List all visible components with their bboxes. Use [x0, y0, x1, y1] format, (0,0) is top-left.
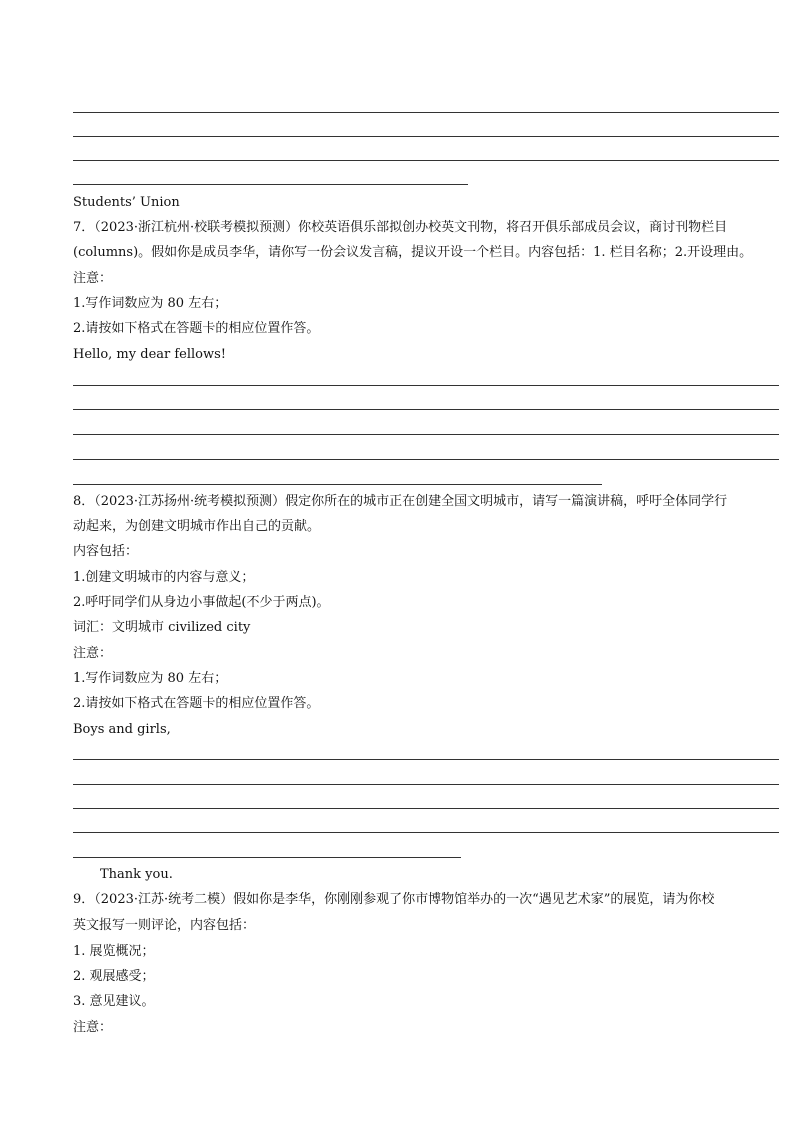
answer-line-short [73, 484, 602, 485]
answer-line [73, 832, 779, 833]
answer-line [73, 784, 779, 785]
question-8-note: 注意： [73, 646, 113, 661]
question-9-item-3: 3. 意见建议。 [73, 994, 155, 1009]
question-7-note: 注意： [73, 271, 113, 286]
question-9-note: 注意： [73, 1020, 113, 1035]
question-9-item-2: 2. 观展感受； [73, 969, 155, 984]
question-9-item-1: 1. 展览概况； [73, 944, 155, 959]
question-8-item-2: 2.呼吁同学们从身边小事做起(不少于两点)。 [73, 595, 330, 610]
question-8-vocab: 词汇：文明城市 civilized city [73, 620, 251, 635]
question-7-line-2: (columns)。假如你是成员李华，请你写一份会议发言稿，提议开设一个栏目。内容包括：1. 栏目名称；2.开设理由。 [73, 245, 753, 260]
question-8-requirement-1: 1.写作词数应为 80 左右； [73, 671, 228, 686]
answer-line-short [73, 184, 468, 185]
question-7-requirement-1: 1.写作词数应为 80 左右； [73, 296, 228, 311]
question-9-line-1: 9．（2023·江苏·统考二模）假如你是李华，你刚刚参观了你市博物馆举办的一次“遇见艺术家”的展览，请为你校 [73, 892, 715, 907]
answer-line-short [73, 857, 461, 858]
answer-line [73, 434, 779, 435]
question-9-line-2: 英文报写一则评论，内容包括： [73, 918, 256, 933]
question-8-content-label: 内容包括： [73, 544, 139, 559]
question-7-line-1: 7．（2023·浙江杭州·校联考模拟预测）你校英语俱乐部拟创办校英文刊物，将召开俱乐部成员会议，商讨刊物栏目 [73, 220, 728, 235]
answer-line [73, 409, 779, 410]
question-8-greeting: Boys and girls, [73, 722, 171, 737]
answer-line [73, 160, 779, 161]
answer-line [73, 808, 779, 809]
question-8-item-1: 1.创建文明城市的内容与意义； [73, 570, 255, 585]
question-8-line-2: 动起来，为创建文明城市作出自己的贡献。 [73, 519, 321, 534]
question-8-requirement-2: 2.请按如下格式在答题卡的相应位置作答。 [73, 696, 320, 711]
question-8-closing: Thank you. [100, 867, 173, 882]
answer-line [73, 385, 779, 386]
answer-line [73, 459, 779, 460]
question-8-line-1: 8．（2023·江苏扬州·统考模拟预测）假定你所在的城市正在创建全国文明城市，请写一篇演讲稿，呼吁全体同学行 [73, 494, 728, 509]
answer-line [73, 112, 779, 113]
answer-line [73, 136, 779, 137]
answer-line [73, 759, 779, 760]
question-7-requirement-2: 2.请按如下格式在答题卡的相应位置作答。 [73, 321, 320, 336]
signature: Students’ Union [73, 195, 180, 210]
question-7-greeting: Hello, my dear fellows! [73, 347, 227, 362]
